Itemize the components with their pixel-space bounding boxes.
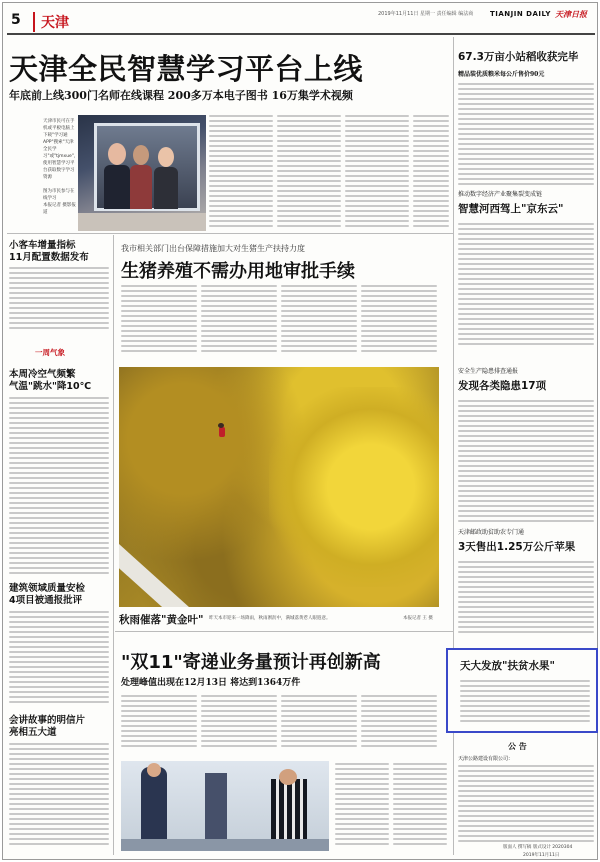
- highlight-box: [446, 648, 598, 733]
- page-number: 5: [11, 12, 21, 28]
- right-item-1-headline: 67.3万亩小站稻收获完毕: [458, 51, 579, 63]
- right-item-2-headline: 智慧河西驾上"京东云": [458, 203, 564, 215]
- notice-recipient: 天津公路建设有限公司：: [458, 756, 514, 762]
- logistics-photo: [121, 761, 329, 851]
- left-item-2-title: 本周冷空气频繁 气温"跳水"降10℃: [9, 369, 92, 392]
- left-item-2-kicker: 一周气象: [35, 348, 65, 357]
- notice-title: 公 告: [508, 742, 527, 751]
- photo-story-credit: 本报记者 王 摄: [403, 616, 433, 621]
- pig-story-headline: 生猪养殖不需办用地审批手续: [121, 261, 355, 282]
- right-item-3-kicker: 安全生产隐患排查通报: [458, 368, 519, 375]
- right-item-4-kicker: 天津邮政助贫助农专门通: [458, 529, 525, 536]
- section-name: 天津: [33, 12, 69, 32]
- lead-photo: [78, 115, 206, 231]
- footer-line-2: 2019年11月11日: [523, 853, 560, 858]
- masthead-english: TIANJIN DAILY: [490, 10, 551, 18]
- right-item-5-headline: 天大发放"扶贫水果": [460, 660, 555, 672]
- masthead-logo: 天津日报: [555, 9, 587, 19]
- right-item-3-headline: 发现各类隐患17项: [458, 380, 547, 392]
- autumn-leaves-photo: [119, 367, 439, 607]
- express-story-subhead: 处理峰值出现在12月13日 将达到1364万件: [121, 678, 301, 688]
- left-item-1-title: 小客车增量指标 11月配置数据发布: [9, 240, 89, 263]
- footer-line-1: 版面人 撰写稿 版式设计 2020304: [503, 845, 573, 850]
- left-item-4-title: 会讲故事的明信片 亮相五大道: [9, 715, 86, 738]
- lead-photo-caption: 天津市民可在手机或平板电脑上下载"学习通APP"搜索"天津全民学习"或"tjmxue"，使用智慧学习平台获取数字学习资源: [43, 119, 79, 180]
- right-item-1-subhead: 精品装优质粮米每公斤售价90元: [458, 71, 545, 78]
- photo-story-caption: 昨天本市迎来一场降雨，秋雨淅沥中，满城落黄惹人眼遐意。: [209, 616, 331, 621]
- lead-headline: 天津全民智慧学习平台上线: [9, 52, 364, 86]
- lead-photo-credit: 图为市民参与在线学习 本报记者 摄影报道: [43, 189, 76, 215]
- express-story-headline: "双11"寄递业务量预计再创新高: [121, 652, 381, 673]
- photo-story-headline: 秋雨催落"黄金叶": [119, 614, 204, 626]
- right-item-2-kicker: 推动数字经济产业聚集裂变成链: [458, 191, 543, 198]
- lead-subhead: 年底前上线300门名师在线课程 200多万本电子图书 16万集学术视频: [9, 89, 353, 102]
- newspaper-page: [2, 2, 598, 860]
- left-item-3-title: 建筑领域质量安检 4项目被通报批评: [9, 583, 86, 606]
- right-item-4-headline: 3天售出1.25万公斤苹果: [458, 541, 576, 553]
- dateline: 2019年11月11日 星期一 责任编辑 编法商: [378, 11, 474, 17]
- pig-story-kicker: 我市相关部门出台保障措施加大对生猪生产扶持力度: [121, 244, 305, 253]
